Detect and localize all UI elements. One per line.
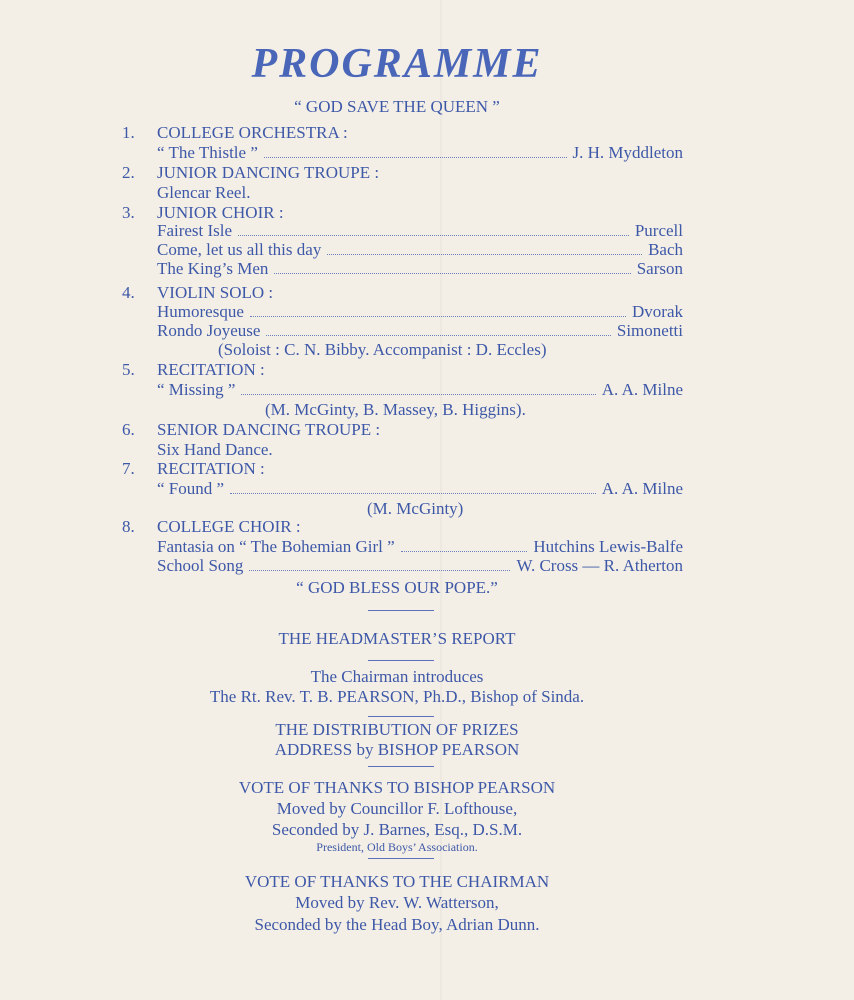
vote-bishop-moved: Moved by Councillor F. Lofthouse, [276,799,518,818]
item-line [157,556,683,576]
piece-title: “ Missing ” [157,380,236,399]
composer: Bach [648,240,683,259]
item-line [157,259,683,279]
dot-leader [264,143,567,158]
programme-title: PROGRAMME [251,41,543,87]
item-number: 1. [122,123,135,142]
divider [368,610,434,611]
anthem-close: “ GOD BLESS OUR POPE.” [296,578,498,597]
item-line [157,240,683,260]
item-heading: SENIOR DANCING TROUPE : [157,420,381,439]
item-line [157,143,683,163]
vote-bishop-title: VOTE OF THANKS TO BISHOP PEARSON [238,778,556,797]
vote-bishop-seconded: Seconded by J. Barnes, Esq., D.S.M. [271,820,523,839]
author: A. A. Milne [601,380,683,399]
divider [368,858,434,859]
composer: Simonetti [616,321,683,340]
item-line [157,221,683,241]
item-line [157,479,683,499]
piece-title: Humoresque [157,302,244,321]
composer: J. H. Myddleton [572,143,683,162]
composer: Hutchins Lewis-Balfe [533,537,683,556]
performer-note: (M. McGinty) [367,499,464,518]
divider [368,660,434,661]
item-text: Glencar Reel. [157,183,251,202]
dot-leader [241,380,595,395]
performer-note: (Soloist : C. N. Bibby. Accompanist : D. Eccles) [218,340,547,359]
vote-bishop-role: President, Old Boys’ Association. [316,840,478,854]
composer: Purcell [634,221,683,240]
item-number: 2. [122,163,135,182]
headmaster-report: THE HEADMASTER’S REPORT [278,629,516,648]
dot-leader [401,537,528,552]
composer: Dvorak [632,302,683,321]
divider [368,716,434,717]
composer: Sarson [636,259,683,278]
dot-leader [266,321,610,336]
item-heading: VIOLIN SOLO : [157,283,274,302]
vote-chairman-seconded: Seconded by the Head Boy, Adrian Dunn. [254,915,540,934]
piece-title: Fairest Isle [157,221,233,240]
dot-leader [327,240,642,255]
piece-title: Fantasia on “ The Bohemian Girl ” [157,537,395,556]
item-number: 4. [122,283,135,302]
item-line [157,537,683,557]
vote-chairman-moved: Moved by Rev. W. Watterson, [295,893,499,912]
piece-title: “ Found ” [157,479,225,498]
item-number: 3. [122,203,135,222]
item-heading: RECITATION : [157,360,265,379]
item-number: 5. [122,360,135,379]
address-heading: ADDRESS by BISHOP PEARSON [274,740,520,759]
dot-leader [230,479,596,494]
item-heading: COLLEGE ORCHESTRA : [157,123,348,142]
piece-title: Rondo Joyeuse [157,321,261,340]
composer: W. Cross — R. Atherton [516,556,683,575]
piece-title: School Song [157,556,244,575]
item-heading: JUNIOR CHOIR : [157,203,284,222]
item-heading: COLLEGE CHOIR : [157,517,301,536]
item-line [157,302,683,322]
item-line [157,380,683,400]
item-number: 6. [122,420,135,439]
item-heading: JUNIOR DANCING TROUPE : [157,163,380,182]
item-line [157,321,683,341]
item-number: 7. [122,459,135,478]
piece-title: The King’s Men [157,259,269,278]
dot-leader [250,302,626,317]
item-number: 8. [122,517,135,536]
dot-leader [274,259,630,274]
prizes-heading: THE DISTRIBUTION OF PRIZES [275,720,519,739]
piece-title: Come, let us all this day [157,240,322,259]
bishop-line: The Rt. Rev. T. B. PEARSON, Ph.D., Bishop of Sinda. [209,687,585,706]
anthem-open: “ GOD SAVE THE QUEEN ” [294,97,500,116]
piece-title: “ The Thistle ” [157,143,258,162]
performer-note: (M. McGinty, B. Massey, B. Higgins). [265,400,526,419]
item-heading: RECITATION : [157,459,265,478]
dot-leader [238,221,629,236]
author: A. A. Milne [601,479,683,498]
divider [368,766,434,767]
dot-leader [249,556,510,571]
chairman-intro: The Chairman introduces [310,667,484,686]
vote-chairman-title: VOTE OF THANKS TO THE CHAIRMAN [244,872,550,891]
item-text: Six Hand Dance. [157,440,273,459]
